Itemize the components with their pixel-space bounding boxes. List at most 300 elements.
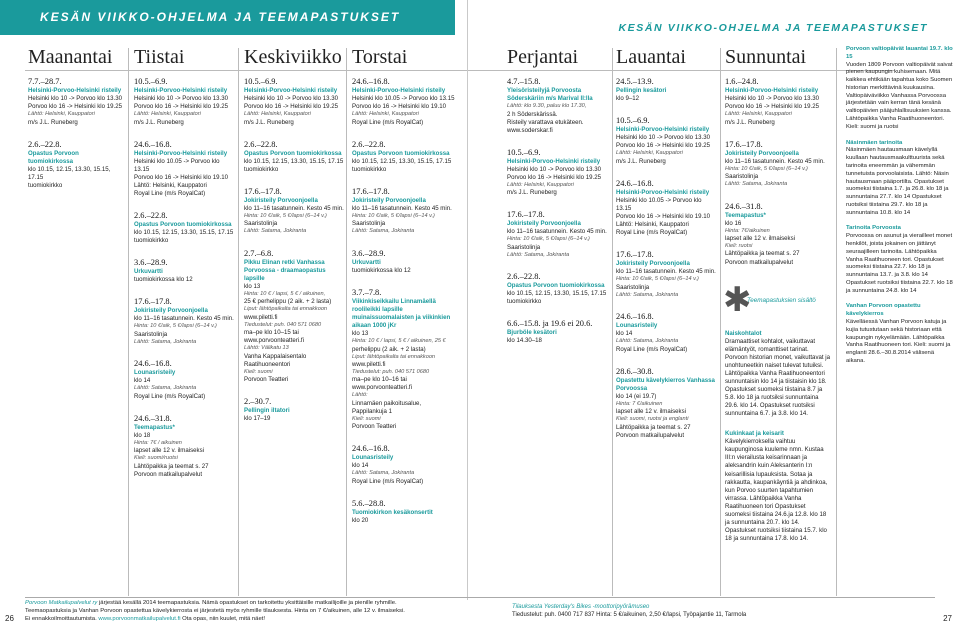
event-title: Lounasristeily [352, 454, 394, 462]
teema-text: Kävelykierroksella vaihtuu kaupunginosa kuuleme nmn. Kustaa III:n vierailusta keisarinnaan ja aleksandrin kuin Aleksanterin I:n keisarillisia lupauksista. Sotaa ja rakkautta, kaupankäyntiä ja ahdinkoa, kun Porvoo suurten tapahtumien virrassa. Lähtöpaikka Vanha Raatihuoneen tori Opastukset suomeksi tiistaina 24.6.ja 12.8. klo 18 ja sunnuntaina 20.7. klo 14. Opastukset ruotsiksi tiistaina 15.7. klo 18 ja sunnuntaina 17.8. klo 14. [725, 438, 828, 542]
event-date: 17.6.–17.8. [616, 250, 654, 260]
event-line: klo 9–12 [616, 95, 640, 103]
event-title: Viikinkiseikkailu Linnamäellä roolileikki lapsille muinaissuomalaisten ja viikinkien aikaan 1000 jKr [352, 297, 451, 330]
sidebar-title: Vanhan Porvoon opastettu kävelykierros [846, 303, 921, 318]
event-detail: Hinta: 7€/aikuinen [725, 227, 770, 234]
event-detail: Saaristolinja [616, 283, 650, 291]
event-line: tuomiokirkossa klo 12 [134, 276, 193, 284]
event-detail: m/s J.L. Runeberg [28, 118, 78, 126]
event-detail: Tiedustelut: puh. 040 571 0680 [244, 321, 322, 328]
event-detail: Lähtö: Helsinki, Kauppatori [507, 181, 574, 188]
event-line: Porvoo klo 16 -> Helsinki klo 19.25 [28, 103, 122, 111]
day-heading-friday: Perjantai [507, 46, 579, 68]
column-divider [720, 48, 721, 596]
event-block [352, 498, 462, 525]
event-date: 3.6.–28.9. [134, 258, 168, 268]
event-date: 24.6.–31.8. [134, 413, 172, 423]
event-title: Jokiristeily Porvoonjoella [244, 196, 318, 204]
event-detail: Raatihuoneentori [244, 360, 291, 368]
event-date: 17.6.–17.8. [725, 139, 763, 149]
event-detail: Saaristolinja [352, 220, 386, 228]
event-detail: Saaristolinja [507, 243, 541, 251]
event-block [134, 210, 234, 245]
event-detail: Lähtö: Satama, Jokiranta [507, 251, 570, 258]
column-sunday [725, 76, 831, 279]
event-line: klo 14 [134, 377, 151, 385]
event-block [507, 76, 609, 135]
event-detail: Lähtöpaikka ja teemat s. 27 [725, 250, 800, 258]
event-date: 2.6.–22.8. [507, 272, 541, 282]
event-title: Urkuvartti [352, 258, 381, 266]
event-title: Pellingin iltatori [244, 407, 290, 415]
event-line: klo 11–16 tasatunnein. Kesto 45 min. [352, 204, 452, 212]
teema-label [723, 282, 833, 327]
event-block [28, 76, 124, 127]
teema-block [725, 330, 831, 418]
event-title: Tuomiokirkon kesäkonsertit [352, 508, 433, 516]
event-title: Jokiristeily Porvoonjoella [507, 220, 581, 228]
event-detail: Lähtöpaikka ja teemat s. 27 [616, 423, 691, 431]
event-detail: Royal Line (m/s RoyalCat) [352, 477, 424, 485]
event-block [507, 271, 609, 306]
footer-text-2: Teemaopastuksia ja Vanhan Porvoon opastettua kävelykierrosta ei järjestetä myös ryhmille tilauksesta. Hinta on 7 €/aikuinen, alle 12 v. ilmaiseksi. [25, 607, 405, 614]
event-block [134, 413, 234, 479]
day-heading-saturday: Lauantai [616, 46, 686, 68]
page-number-left: 26 [5, 614, 14, 623]
event-detail: Kieli: suomi/ruotsi [134, 455, 178, 462]
event-detail: Vanha Kappalaisentalo [244, 352, 307, 360]
event-detail: Hinta: 7 €/aikuinen [616, 400, 663, 407]
event-date: 17.6.–17.8. [507, 210, 545, 220]
event-block [134, 139, 234, 198]
event-block [352, 248, 462, 275]
event-block [352, 186, 462, 236]
column-sunday-lower [725, 330, 831, 555]
event-line: tuomiokirkossa klo 12 [352, 266, 411, 274]
event-line: klo 20 [352, 516, 369, 524]
event-detail: 2 h Söderskärissä. [507, 110, 558, 118]
event-block [244, 139, 344, 174]
event-title: Opastus Porvoon tuomiokirkossa [507, 282, 605, 290]
event-date: 1.6.–24.8. [725, 77, 759, 86]
event-title: Helsinki-Porvoo-Helsinki risteily [352, 87, 446, 95]
asterisk-icon: ✱ [723, 282, 752, 319]
event-date: 24.6.–16.8. [352, 77, 390, 86]
event-detail: lapset alle 12 v. ilmaiseksi [616, 408, 686, 416]
page-number-right: 27 [943, 614, 952, 623]
event-line: klo 11–16 tasatunnein. Kesto 45 min. [244, 204, 344, 212]
event-block [616, 115, 718, 166]
footer-right-text: Tiedustelut: puh. 0400 717 837 Hinta: 5 €/aikuinen, 2,50 €/lapsi, Työpajantie 11, Tarmola [512, 612, 747, 619]
event-date: 10.5.–6.9. [244, 77, 278, 86]
event-block [244, 248, 344, 384]
event-detail: Linnamäen paikoitusalue, [352, 399, 422, 407]
event-detail: Lähtö: klo 9.30, paluu klo 17.30, [507, 103, 587, 110]
event-detail: Lähtö: Satama, Jokiranta [352, 470, 415, 477]
event-line: klo 10.15, 12.15, 13.30, 15.15, 17.15 [244, 157, 344, 165]
header-title-right: KESÄN VIIKKO-OHJELMA JA TEEMAPASTUKSET [618, 22, 928, 34]
event-line: klo 10.15, 12.15, 13.30, 15.15, 17.15 [507, 290, 607, 298]
event-detail: Saaristolinja [134, 330, 168, 338]
event-date: 3.6.–28.9. [352, 248, 386, 258]
event-block [507, 318, 609, 345]
event-line: Porvoo klo 16 -> Helsinki klo 19.10 [352, 103, 446, 111]
sidebar-text: Porvoossa on asunut ja vierailleet monet henkilöt, joista jokainen on jättänyt seuraajilleen tarinoita. Lähtöpaikka Vanha Raatihuoneen tori. Opastukset suomeksi tiistaina 22.7. klo 18 ja sunnuntaina 13.7. ja 3.8. klo 14 Opastukset ruotsiksi tiistaina 22.7. klo 18 ja sunnuntaina 24.8. klo 14 [846, 233, 953, 294]
event-detail: Lähtö: [352, 392, 368, 399]
event-date: 6.6.–15.8. ja 19.6 ei 20.6. [507, 319, 593, 329]
event-line: klo 16 [725, 219, 742, 227]
event-date: 24.6.–16.8. [352, 444, 390, 454]
footer-divider [25, 597, 935, 598]
event-title: Pikku Elinan retki Vanhassa Porvoossa - draamaopastus lapsille [244, 258, 326, 282]
footer-text-1: järjestää kesällä 2014 teemapastuksia. Nämä opastukset on tarkoitettu yksittäisille matkailijoille ja pienille ryhmille. [97, 600, 397, 606]
event-detail: Lähtö: Helsinki, Kauppatori [725, 111, 792, 118]
event-block [134, 296, 234, 346]
event-detail: m/s J.L. Runeberg [134, 118, 184, 126]
event-line: Helsinki klo 10.05 -> Porvoo klo 13.15 [352, 95, 455, 103]
page-gutter [467, 0, 468, 600]
event-line: klo 14.30–18 [507, 337, 542, 345]
event-block [507, 147, 609, 198]
event-line: klo 14 (ei 19.7) [616, 392, 657, 400]
event-date: 10.5.–6.9. [616, 116, 650, 126]
event-line: Helsinki klo 10.05 -> Porvoo klo 13.15 [134, 157, 220, 173]
event-block [352, 76, 462, 127]
footer-web-link[interactable]: www.porvoonmatkailupalvelut.fi [98, 615, 181, 622]
event-detail: Hinta: 10 €/aik, 5 €/lapsi (6–14 v.) [507, 236, 590, 243]
event-detail: Lähtö: Satama, Jokiranta [725, 181, 788, 188]
event-detail: Lähtö: Välikatu 13 [244, 345, 289, 352]
day-heading-wednesday: Keskiviikko [244, 46, 342, 68]
event-title: Helsinki-Porvoo-Helsinki risteily [134, 149, 228, 157]
event-block [352, 287, 462, 431]
column-divider [612, 48, 613, 596]
header-bar-right [498, 22, 928, 36]
event-detail: Kieli: ruotsi [725, 243, 753, 250]
event-date: 24.6.–16.8. [616, 178, 654, 188]
event-block [616, 178, 718, 237]
event-block [616, 249, 718, 299]
sidebar-block [846, 303, 954, 365]
day-heading-monday: Maanantai [28, 46, 113, 68]
event-line: Porvoo klo 16 -> Helsinki klo 19.25 [244, 103, 338, 111]
event-date: 5.6.–28.8. [352, 498, 386, 508]
event-line: klo 11–16 tasatunnein. Kesto 45 min. [507, 228, 607, 236]
event-detail: ma–pe klo 10–16 tai [352, 376, 407, 384]
event-detail: Lähtö: Helsinki, Kauppatori [352, 111, 419, 118]
event-line: klo 13 [244, 282, 261, 290]
event-detail: lapset alle 12 v. ilmaiseksi [725, 235, 795, 243]
event-line: Porvoo klo 16 -> Helsinki klo 19.25 [616, 142, 710, 150]
event-line: klo 10.15, 12.15, 13.30, 15.15, 17.15 [28, 165, 111, 181]
event-detail: Lähtö: Satama, Jokiranta [244, 228, 307, 235]
event-detail: Kieli: suomi [352, 415, 381, 422]
event-line: Royal Line (m/s RoyalCat) [616, 229, 688, 236]
teema-text: Dramaattiset kohtalot, vaikuttavat elämäntyöt, romanttiset tarinat. Porvoon historian monet, vaikuttavat ja unohtuneetkin naiset tulevat tutuiksi. Lähtöpaikka Vanha Raatihuoneentori sunnuntaisin klo 14 ja tiistaisin klo 18. Opastukset suomeksi tiistaina 8.7 ja 5.8. klo 18 ja ruotsiksi sunnuntaina 29.6. klo 14. Opastukset ruotsiksi sunnuntaina 6.7. ja 3.8. klo 14. [725, 338, 831, 418]
event-line: Porvoo klo 16 -> Helsinki klo 19.25 [725, 103, 819, 111]
event-line: klo 18 [134, 431, 151, 439]
event-date: 10.5.–6.9. [134, 77, 168, 86]
heading-divider [25, 70, 895, 71]
event-date: 2.6.–22.8. [352, 139, 386, 149]
event-detail: Porvoon Teatteri [352, 423, 397, 431]
column-tuesday [134, 76, 234, 491]
event-line: Helsinki klo 10 -> Porvoo klo 13.30 [134, 95, 228, 103]
sidebar-text: Kävelläessä Vanhan Porvoon katuja ja kujia tutustutaan sekä historiaan että kaupungin nykyelämään. Lähtöpaikka Vanha Raatihuoneen tori. Kieli: suomi ja englanti 28.6.–30.8.2014 välisenä aikana. [846, 319, 951, 364]
event-detail: Porvoon matkailupalvelut [134, 470, 203, 478]
event-detail: Hinta: 10 € / lapsi, 5 € / aikuinen, 25 € [352, 338, 446, 345]
event-block [725, 139, 831, 189]
event-title: Yleisöristeilyjä Porvoosta Söderskäriin m/s Marival II:lla [507, 87, 593, 103]
event-title: Jokiristeily Porvoonjoella [352, 196, 426, 204]
event-title: Opastus Porvoon tuomiokirkossa [244, 149, 342, 157]
event-block [616, 311, 718, 354]
event-block [244, 396, 344, 423]
event-detail: Saaristolinja [725, 173, 759, 181]
event-detail: Hinta: 10 €/aik, 5 €/lapsi (6–14 v.) [352, 212, 435, 219]
event-line: klo 11–16 tasatunnein. Kesto 45 min. [725, 157, 825, 165]
event-detail: Lähtöpaikka ja teemat s. 27 [134, 462, 209, 470]
event-detail: Pappilankuja 1 [352, 407, 392, 415]
event-title: Jokiristeily Porvoonjoella [134, 307, 208, 315]
event-detail: Lähtö: Helsinki, Kauppatori [134, 111, 201, 118]
event-date: 24.6.–31.8. [725, 201, 763, 211]
event-line: klo 11–16 tasatunnein. Kesto 45 min. [134, 315, 234, 323]
event-line: klo 17–19 [244, 415, 271, 423]
event-detail: Royal Line (m/s RoyalCat) [352, 118, 424, 126]
footer-right-title: Tilauksesta Yesterday's Bikes -moottoripyörämuseo [512, 604, 650, 610]
event-date: 10.5.–6.9. [507, 147, 541, 157]
event-line: tuomiokirkko [134, 237, 169, 245]
event-detail: m/s J.L. Runeberg [244, 118, 294, 126]
event-date: 2.6.–22.8. [134, 210, 168, 220]
day-heading-sunday: Sunnuntai [725, 46, 807, 68]
event-detail: m/s J.L. Runeberg [616, 157, 666, 165]
event-date: 17.6.–17.8. [244, 186, 282, 196]
event-detail: Lähtö: Helsinki, Kauppatori [28, 111, 95, 118]
sidebar-block [846, 140, 954, 218]
event-line: tuomiokirkko [28, 181, 63, 189]
footer-text-3: Ei ennakkoilmoittautumista. [25, 615, 99, 622]
event-title: Helsinki-Porvoo-Helsinki risteily [244, 87, 338, 95]
sidebar-title: Tarinoita Porvoosta [846, 225, 901, 232]
column-monday [28, 76, 124, 202]
event-date: 17.6.–17.8. [134, 297, 172, 307]
event-block [725, 201, 831, 267]
column-divider [346, 48, 347, 596]
event-line: Lähtö: Helsinki, Kauppatori [616, 220, 689, 228]
event-detail: perhelippu (2 aik. + 2 lasta) [352, 345, 426, 353]
event-detail: Kieli: suomi, ruotsi ja englanti [616, 416, 689, 423]
event-detail: Lähtö: Satama, Jokiranta [134, 385, 197, 392]
event-block [352, 139, 462, 174]
event-detail: Tiedustelut: puh. 040 571 0680 [352, 368, 430, 375]
event-detail: www.porvoonteatteri.fi [352, 384, 412, 392]
teema-title: Naiskohtalot [725, 330, 762, 337]
event-block [616, 366, 718, 440]
sidebar [846, 46, 954, 374]
event-detail: Lähtö: Satama, Jokiranta [134, 338, 197, 345]
event-title: Urkuvartti [134, 268, 163, 276]
column-divider [238, 48, 239, 596]
teema-block [725, 430, 831, 542]
event-block [244, 186, 344, 236]
event-block [244, 76, 344, 127]
event-line: Lähtö: Helsinki, Kauppatori [134, 181, 207, 189]
event-date: 24.6.–16.8. [134, 139, 172, 149]
sidebar-block [846, 46, 954, 132]
event-block [28, 139, 124, 190]
event-line: klo 11–16 tasatunnein. Kesto 45 min. [616, 268, 716, 276]
event-block [134, 358, 234, 401]
event-line: klo 14 [616, 330, 633, 338]
event-title: Helsinki-Porvoo-Helsinki risteily [507, 157, 601, 165]
event-detail: Hinta: 10 €/aik, 5 €/lapsi (6–14 v.) [244, 212, 327, 219]
event-detail: Lähtö: Helsinki, Kauppatori [616, 150, 683, 157]
event-block [134, 76, 234, 127]
column-divider [836, 48, 837, 596]
event-title: Pellingin kesätori [616, 87, 667, 95]
event-line: Porvoo klo 16 -> Helsinki klo 19.10 [616, 212, 710, 220]
event-detail: Lähtö: Satama, Jokiranta [352, 228, 415, 235]
event-line: Helsinki klo 10 -> Porvoo klo 13.30 [244, 95, 338, 103]
event-detail: lapset alle 12 v. ilmaiseksi [134, 447, 204, 455]
event-detail: Hinta: 10 €/aik, 5 €/lapsi (6–14 v.) [616, 276, 699, 283]
event-detail: Lähtö: Satama, Jokiranta [616, 291, 679, 298]
event-title: Lounasristeily [616, 322, 658, 330]
event-line: Helsinki klo 10 -> Porvoo klo 13.30 [725, 95, 819, 103]
event-detail: Royal Line (m/s RoyalCat) [616, 345, 688, 353]
event-detail: Lähtö: Helsinki, Kauppatori [244, 111, 311, 118]
column-divider [128, 48, 129, 596]
sidebar-title: Porvoon valtiopäivät lauantai 19.7. klo 15 [846, 46, 953, 60]
day-heading-thursday: Torstai [352, 46, 408, 68]
column-friday [507, 76, 609, 358]
event-detail: www.piletti.fi [352, 360, 386, 368]
event-title: Lounasristeily [134, 369, 176, 377]
event-date: 7.7.–28.7. [28, 77, 62, 86]
event-detail: m/s J.L. Runeberg [725, 118, 775, 126]
event-detail: Hinta: 10 €/aik, 5 €/lapsi (6–14 v.) [725, 165, 808, 172]
event-title: Helsinki-Porvoo-Helsinki risteily [725, 87, 819, 95]
event-detail: m/s J.L. Runeberg [507, 189, 557, 197]
event-title: Opastus Porvoon tuomiokirkossa [134, 220, 232, 228]
event-date: 2.–30.7. [244, 397, 272, 407]
event-line: klo 14 [352, 462, 369, 470]
column-saturday [616, 76, 718, 452]
event-title: Jokiristeily Porvoonjoella [616, 260, 690, 268]
event-block [352, 443, 462, 486]
event-detail: Porvoon Teatteri [244, 376, 289, 383]
column-thursday [352, 76, 462, 537]
event-title: Helsinki-Porvoo-Helsinki risteily [28, 87, 122, 95]
event-date: 3.7.–7.8. [352, 287, 382, 297]
event-date: 24.6.–16.8. [616, 311, 654, 321]
event-detail: Risteily varattava etukäteen. [507, 118, 584, 126]
event-title: Opastus Porvoon tuomiokirkossa [352, 149, 450, 157]
event-date: 2.6.–22.8. [28, 139, 62, 149]
event-title: Jokiristeily Porvoonjoella [725, 149, 799, 157]
event-date: 2.6.–22.8. [244, 139, 278, 149]
teema-label-text: Teemapastuksien sisältö [747, 297, 816, 304]
event-detail: ma–pe klo 10–15 tai [244, 329, 299, 337]
event-block [725, 76, 831, 127]
event-line: Helsinki klo 10 -> Porvoo klo 13.30 [28, 95, 122, 103]
event-detail: Liput: lähtöpaikalta tai ennakkoon [244, 306, 328, 313]
event-detail: www.piletti.fi [244, 313, 278, 321]
header-title-left: KESÄN VIIKKO-OHJELMA JA TEEMAPASTUKSET [40, 10, 401, 24]
event-line: Porvoo klo 16 -> Helsinki klo 19.25 [507, 173, 601, 181]
event-detail: Saaristolinja [244, 220, 278, 228]
event-detail: Hinta: 10 €/aik, 5 €/lapsi (6–14 v.) [134, 323, 217, 330]
event-line: Porvoo klo 16 -> Helsinki klo 19.25 [134, 103, 228, 111]
event-line: Helsinki klo 10 -> Porvoo klo 13.30 [507, 165, 601, 173]
event-line: tuomiokirkko [507, 298, 542, 306]
event-line: Royal Line (m/s RoyalCat) [134, 189, 206, 197]
event-title: Teemapastus* [725, 211, 766, 219]
header-bar-left [0, 0, 455, 35]
event-detail: Royal Line (m/s RoyalCat) [134, 392, 206, 400]
event-block [134, 257, 234, 284]
footer-org: Porvoon Matkailupalvelut ry [25, 600, 98, 606]
teema-title: Kukinkaat ja keisarit [725, 430, 784, 438]
event-title: Teemapastus* [134, 423, 175, 431]
event-title: Helsinki-Porvoo-Helsinki risteily [616, 126, 710, 134]
event-detail: www.porvoonteatteri.fi [244, 337, 304, 345]
event-line: tuomiokirkko [352, 165, 387, 173]
sidebar-block [846, 225, 954, 295]
event-date: 28.6.–30.8. [616, 366, 654, 376]
event-date: 24.6.–16.8. [134, 359, 172, 369]
column-wednesday [244, 76, 344, 435]
event-date: 4.7.–15.8. [507, 77, 541, 86]
event-title: Opastus Porvoon tuomiokirkossa [28, 149, 79, 165]
event-date: 17.6.–17.8. [352, 186, 390, 196]
event-line: Porvoo klo 16 -> Helsinki klo 19.10 [134, 173, 228, 181]
event-title: Helsinki-Porvoo-Helsinki risteily [616, 188, 710, 196]
event-title: Helsinki-Porvoo-Helsinki risteily [134, 87, 228, 95]
event-detail: Porvoon matkailupalvelut [725, 258, 794, 266]
event-detail: Hinta: 7€ / aikuinen [134, 439, 182, 446]
event-line: Helsinki klo 10.05 -> Porvoo klo 13.15 [616, 196, 702, 212]
footer-text-3b: Ota opas, niin kuulet, mitä näet! [180, 615, 266, 622]
sidebar-title: Näsinmäen tarinoita [846, 139, 903, 146]
sidebar-text: Vuoden 1809 Porvoon valtiopäivät saivat pienen kaupungin kuhisemaan. Mitä kaikkea ehtikään tapahtua koko Suomen historian merkittävinä kuukausina. Valtiopäiväviikko Vanhassa Porvoossa järjestetään vain kerran tänä kesänä valtiopäivien pääjuhlallisuuksien kanssa. Lähtöpaikka Vanha Raatihuoneentori. Kieli: suomi ja ruotsi [846, 61, 953, 130]
event-detail: Kieli: suomi [244, 368, 273, 375]
event-detail: www.soderskar.fi [507, 126, 553, 134]
event-detail: Liput: lähtöpaikalta tai ennakkoon [352, 353, 436, 360]
event-date: 24.5.–13.9. [616, 77, 654, 86]
event-line: tuomiokirkko [244, 165, 279, 173]
footer-right [512, 603, 822, 620]
event-date: 2.7.–6.8. [244, 248, 274, 258]
day-heading-tuesday: Tiistai [134, 46, 185, 68]
event-detail: Lähtö: Satama, Jokiranta [616, 338, 679, 345]
event-detail: Porvoon matkailupalvelut [616, 431, 685, 439]
footer-left [25, 600, 465, 624]
event-title: Bjurböle kesätori [507, 329, 557, 337]
event-block [507, 209, 609, 259]
event-title: Opastettu kävelykierros Vanhassa Porvoossa [616, 376, 715, 392]
event-detail: 25 € perhelippu (2 aik. + 2 lasta) [244, 298, 332, 306]
event-line: klo 13 [352, 330, 369, 338]
event-line: Helsinki klo 10 -> Porvoo klo 13.30 [616, 134, 710, 142]
event-detail: Hinta: 10 € / lapsi, 5 € / aikuinen, [244, 290, 326, 297]
event-line: klo 10.15, 12.15, 13.30, 15.15, 17.15 [352, 157, 452, 165]
sidebar-text: Näsinmäen hautausmaan kävelyllä kuullaan hautausmaakulttuurista sekä tarinoita eneemmän ja vähemmän tunnetuista porvoolaisista. Lähtö: Näsin hautausmaan pääportilta. Opastukset suomeksi tiistaina 1.7. ja 26.8. klo 18 ja sunnuntaina 27.7. klo 14 Opastukset ruotsiksi tiistaina 29.7. klo 18 ja sunnuntaina 10.8. klo 14 [846, 147, 949, 216]
event-block [616, 76, 718, 103]
event-line: klo 10.15, 12.15, 13.30, 15.15, 17.15 [134, 229, 234, 236]
